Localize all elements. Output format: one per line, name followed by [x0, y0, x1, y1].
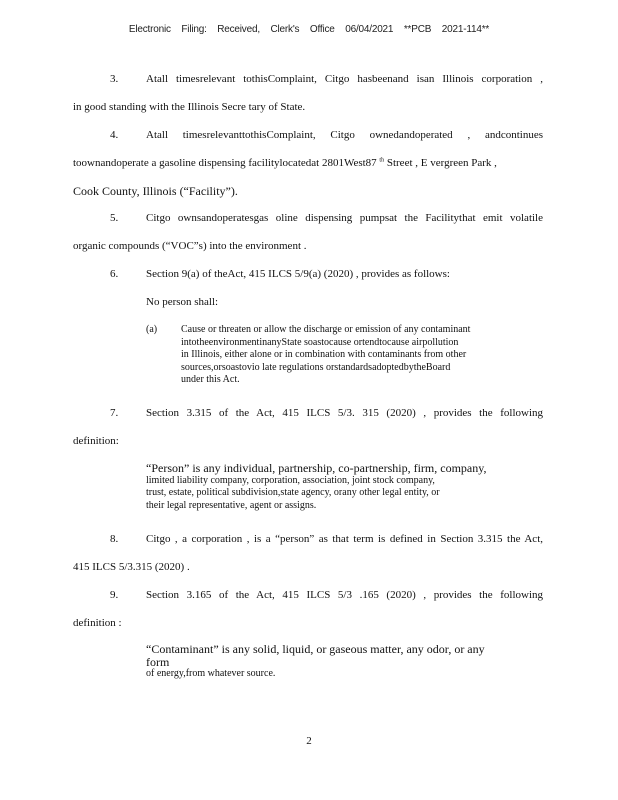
para-4-number: 4.: [110, 129, 119, 141]
para-3-line-2: in good standing with the Illinois Secre tary of State.: [73, 101, 306, 113]
filing-header: Electronic Filing: Received, Clerk's Office 06/04/2021 **PCB 2021-114**: [128, 24, 490, 35]
para-5-line-2: organic compounds (“VOC”s) into the environment .: [73, 240, 307, 252]
para-6-line-1: 6. Section 9(a) of theAct, 415 ILCS 5/9(a) (2020) , provides as follows:: [110, 268, 450, 280]
para-5-number: 5.: [110, 212, 119, 224]
para-4-line-3: Cook County, Illinois (“Facility”).: [73, 184, 238, 198]
para-8-line-2: 415 ILCS 5/3.315 (2020) .: [73, 561, 190, 573]
contaminant-definition-quote: “Contaminant” is any solid, liquid, or gaseous matter, any odor, or any form of energy,from whatever source.: [146, 642, 485, 679]
para-9-number: 9.: [110, 589, 119, 601]
para-8-number: 8.: [110, 533, 119, 545]
para-7-line-2: definition:: [73, 435, 119, 447]
para-9-line-2: definition :: [73, 617, 122, 629]
para-8-line-1: 8. Citgo , a corporation , is a “person” as that term is defined in Section 3.315 the Act,: [110, 533, 543, 545]
para-4-line-2: toownandoperate a gasoline dispensing facilitylocatedat 2801West87 $^{th}$ Street , E vergreen Park ,: [73, 157, 497, 169]
para-5-line-1: 5. Citgo ownsandoperatesgas oline dispensing pumpsat the Facilitythat emit volatile: [110, 212, 543, 224]
para-6-number: 6.: [110, 268, 119, 280]
page-number: 2: [306, 735, 312, 747]
para-9-line-1: 9. Section 3.165 of the Act, 415 ILCS 5/3 .165 (2020) , provides the following: [110, 589, 543, 601]
para-6-item-label: (a): [146, 324, 158, 335]
para-7-line-1: 7. Section 3.315 of the Act, 415 ILCS 5/3. 315 (2020) , provides the following: [110, 407, 543, 419]
para-7-number: 7.: [110, 407, 119, 419]
para-6-intro: No person shall:: [146, 296, 219, 308]
para-3-line-1: 3. Atall timesrelevant tothisComplaint, Citgo hasbeenand isan Illinois corporation ,: [110, 73, 543, 85]
para-6-item-text: Cause or threaten or allow the discharge or emission of any contaminant intotheenvironmentinanyState soastocause ortendtocause airpollution in Illinois, either alone or in combination with contaminants from other sources,orsoastovio late regulations orstandardsadoptedbytheBoard under this Act.: [181, 324, 471, 385]
person-definition-quote: “Person” is any individual, partnership, co-partnership, firm, company, limited liability company, corporation, association, joint stock company, trust, estate, political subdivision,state agency, orany other legal entity, or their legal representative, agent or assigns.: [146, 461, 487, 511]
para-3-number: 3.: [110, 73, 119, 85]
para-4-line-1: 4. Atall timesrelevanttothisComplaint, Citgo ownedandoperated , andcontinues: [110, 129, 543, 141]
